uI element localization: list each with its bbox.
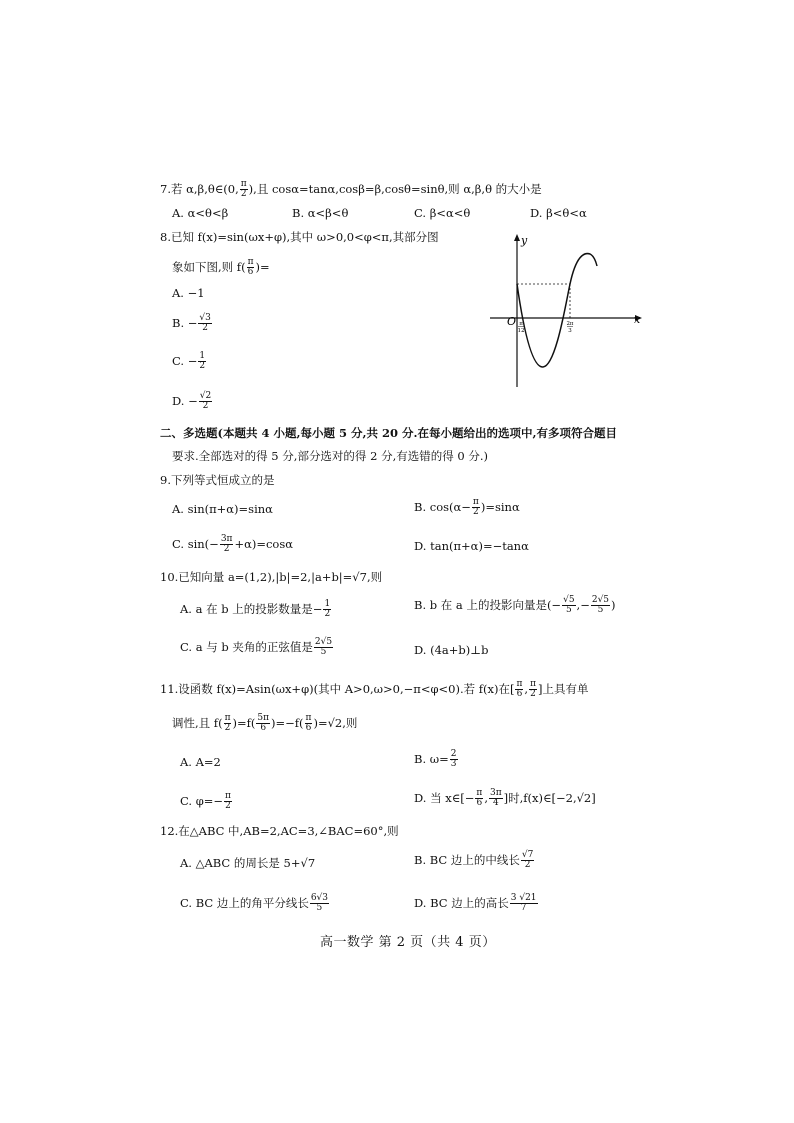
fraction: $\frac{\pi}{6}$ bbox=[516, 679, 523, 700]
q8-option-b: B. − $\frac{√3}{2}$ bbox=[172, 313, 211, 334]
q7-stem: 7.若 α,β,θ∈(0, $\frac{\pi}{2}$ ),且 cosα=tanα,cosβ=β,cosθ=sinθ,则 α,β,θ 的大小是 bbox=[160, 179, 542, 200]
q11-stem-line2: 调性,且 f( $\frac{\pi}{2}$ )=f( $\frac{5\pi}{6}$ )=−f( $\frac{\pi}{6}$ )=√2,则 bbox=[172, 713, 358, 734]
q11-stem-line1: 11.设函数 f(x)=Asin(ωx+φ)(其中 A>0,ω>0,−π<φ<0).若 f(x)在[ $\frac{\pi}{6}$ , $\frac{\pi}{2}$ ]上具有单 bbox=[160, 679, 589, 700]
q12-stem: 12.在△ABC 中,AB=2,AC=3,∠BAC=60°,则 bbox=[160, 824, 399, 838]
tick-label-n1: π bbox=[519, 321, 523, 327]
q10-stem: 10.已知向量 a=(1,2),|b|=2,|a+b|=√7,则 bbox=[160, 570, 383, 584]
tick-label-d1: 12 bbox=[517, 328, 525, 334]
fraction: $\frac{6√3}{5}$ bbox=[310, 893, 329, 914]
fraction: $\frac{\pi}{2}$ bbox=[530, 679, 536, 700]
x-axis-label: x bbox=[634, 313, 641, 326]
y-axis-label: y bbox=[521, 234, 528, 247]
fraction: $\frac{5\pi}{6}$ bbox=[257, 713, 270, 734]
q8-stem-line2: 象如下图,则 f( $\frac{\pi}{6}$ )= bbox=[172, 257, 270, 278]
q8-option-a: A. −1 bbox=[172, 286, 205, 300]
fraction: $\frac{\pi}{2}$ bbox=[224, 713, 231, 734]
fraction: $\frac{1}{2}$ bbox=[324, 599, 331, 620]
fraction: $\frac{3\pi}{4}$ bbox=[489, 788, 502, 809]
q9-option-c: C. sin(− $\frac{3\pi}{2}$ +α)=cosα bbox=[172, 534, 294, 555]
q11-option-b: B. ω= $\frac{2}{3}$ bbox=[414, 749, 457, 770]
q10-option-a: A. a 在 b 上的投影数量是− $\frac{1}{2}$ bbox=[180, 599, 331, 620]
q11-option-d: D. 当 x∈[− $\frac{\pi}{6}$ , $\frac{3\pi}{4}$ ]时,f(x)∈[−2,√2] bbox=[414, 788, 596, 809]
q10-option-b: B. b 在 a 上的投影向量是(− $\frac{√5}{5}$ ,− $\frac{2√5}{5}$ ) bbox=[414, 595, 616, 616]
fraction: $\frac{\pi}{2}$ bbox=[240, 179, 247, 200]
q12-option-b: B. BC 边上的中线长 $\frac{√7}{2}$ bbox=[414, 850, 534, 871]
tick-label-d2: 3 bbox=[568, 328, 572, 334]
fraction: $\frac{√7}{2}$ bbox=[521, 850, 534, 871]
fraction: $\frac{√5}{5}$ bbox=[563, 595, 575, 616]
fraction: $\frac{2√5}{5}$ bbox=[591, 595, 610, 616]
q12-option-a: A. △ABC 的周长是 5+√7 bbox=[180, 856, 316, 870]
q8-sine-graph bbox=[480, 232, 650, 392]
section2-header-line1: 二、多选题(本题共 4 小题,每小题 5 分,共 20 分.在每小题给出的选项中,有多项符合题目 bbox=[160, 426, 617, 440]
q7-option-a: A. α<θ<β bbox=[172, 206, 229, 220]
fraction: $\frac{3\pi}{2}$ bbox=[220, 534, 233, 555]
fraction: $\frac{1}{2}$ bbox=[199, 351, 206, 372]
q10-option-c: C. a 与 b 夹角的正弦值是 $\frac{2√5}{5}$ bbox=[180, 637, 333, 658]
section2-header-line2: 要求.全部选对的得 5 分,部分选对的得 2 分,有选错的得 0 分.) bbox=[172, 449, 488, 463]
q7-option-c: C. β<α<θ bbox=[414, 206, 471, 220]
page-footer: 高一数学 第 2 页（共 4 页） bbox=[320, 935, 496, 950]
q8-option-d: D. − $\frac{√2}{2}$ bbox=[172, 391, 212, 412]
fraction: $\frac{\pi}{2}$ bbox=[472, 497, 479, 518]
fraction: $\frac{2√5}{5}$ bbox=[314, 637, 333, 658]
q7-option-b: B. α<β<θ bbox=[292, 206, 349, 220]
q9-option-b: B. cos(α− $\frac{\pi}{2}$ )=sinα bbox=[414, 497, 520, 518]
origin-label: O bbox=[507, 315, 517, 328]
fraction: $\frac{2}{3}$ bbox=[450, 749, 457, 770]
y-axis-arrow bbox=[514, 234, 520, 241]
fraction: $\frac{\pi}{6}$ bbox=[305, 713, 312, 734]
q9-stem: 9.下列等式恒成立的是 bbox=[160, 473, 275, 487]
fraction: $\frac{\pi}{2}$ bbox=[225, 791, 231, 812]
q7-option-d: D. β<θ<α bbox=[530, 206, 587, 220]
tick-label-n2: 2π bbox=[566, 321, 574, 327]
sine-curve bbox=[517, 254, 597, 367]
fraction: $\frac{3 √21}{7}$ bbox=[510, 893, 537, 914]
q12-option-c: C. BC 边上的角平分线长 $\frac{6√3}{5}$ bbox=[180, 893, 329, 914]
fraction: $\frac{√3}{2}$ bbox=[199, 313, 211, 334]
q8-stem-line1: 8.已知 f(x)=sin(ωx+φ),其中 ω>0,0<φ<π,其部分图 bbox=[160, 230, 439, 244]
q11-option-c: C. φ=− $\frac{\pi}{2}$ bbox=[180, 791, 231, 812]
q11-option-a: A. A=2 bbox=[180, 755, 221, 769]
q8-option-c: C. − $\frac{1}{2}$ bbox=[172, 351, 206, 372]
q9-option-a: A. sin(π+α)=sinα bbox=[172, 502, 273, 516]
fraction: $\frac{√2}{2}$ bbox=[199, 391, 212, 412]
fraction: $\frac{\pi}{6}$ bbox=[247, 257, 254, 278]
fraction: $\frac{\pi}{6}$ bbox=[476, 788, 483, 809]
q9-option-d: D. tan(π+α)=−tanα bbox=[414, 539, 529, 553]
q12-option-d: D. BC 边上的高长 $\frac{3 √21}{7}$ bbox=[414, 893, 537, 914]
q10-option-d: D. (4a+b)⊥b bbox=[414, 643, 489, 657]
